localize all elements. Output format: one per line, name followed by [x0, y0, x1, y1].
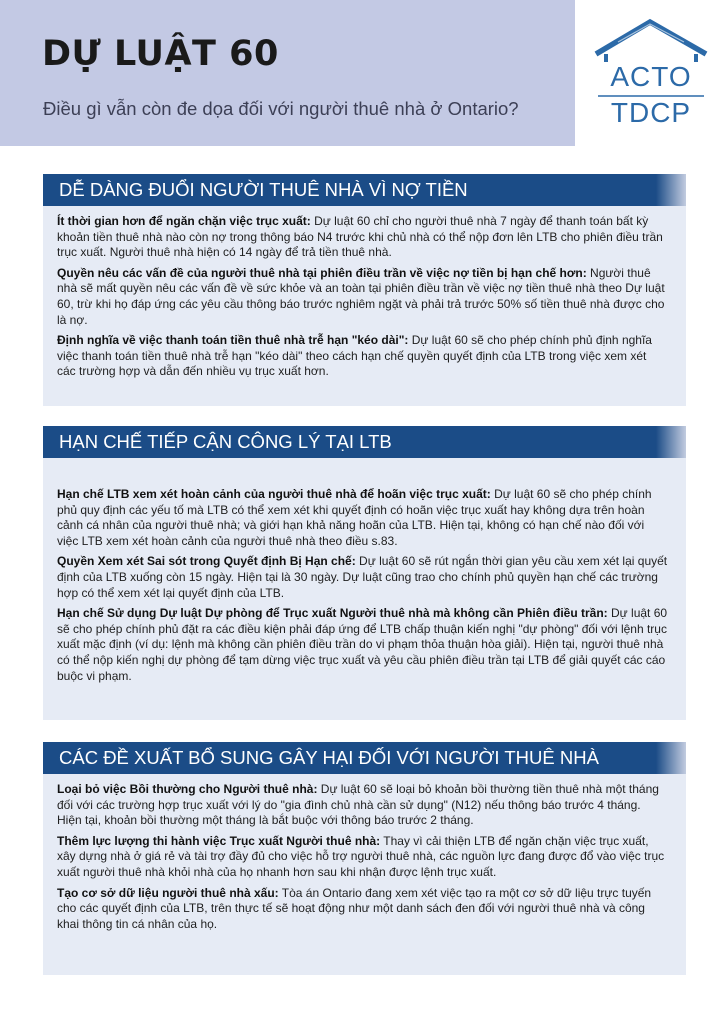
list-item — [57, 266, 668, 328]
item-label: Thêm lực lượng thi hành việc Trục xuất Người thuê nhà: — [57, 833, 381, 848]
item-text: Dự luật 60 sẽ rút ngắn thời gian yêu cầu xem xét lại quyết định của LTB xuống còn 15 ngày. Hiện tại là 30 ngày. Dự luật cũng trao cho chính phủ quyền hạn chế các trường hợp có thể xem xét lại quyết định của LTB. — [57, 554, 668, 600]
section-additional-proposals — [43, 742, 686, 975]
list-item — [57, 214, 668, 261]
list-item — [57, 886, 668, 933]
section-access-to-justice — [43, 426, 686, 720]
section-heading: HẠN CHẾ TIẾP CẬN CÔNG LÝ TẠI LTB — [43, 426, 686, 458]
list-item — [57, 782, 668, 829]
item-label: Loại bỏ việc Bồi thường cho Người thuê nhà: — [57, 782, 318, 796]
section-eviction-arrears — [43, 174, 686, 406]
item-text: Dự luật 60 sẽ cho phép chính phủ quy định các yếu tố mà LTB có thể xem xét khi quyết định có hoãn việc trục xuất hay không dựa trên hoàn cảnh cá nhân của người thuê nhà; và giới hạn khả năng hoãn của LTB. Hiện tại, không có hạn chế nào đối với việc LTB xem xét hoàn cảnh của người thuê nhà theo điều s.83. — [57, 487, 652, 548]
item-label: Hạn chế Sử dụng Dự luật Dự phòng để Trục xuất Người thuê nhà mà không cần Phiên điều trần: — [57, 606, 608, 621]
header-banner — [0, 0, 575, 146]
item-text: Dự luật 60 sẽ loại bỏ khoản bồi thường tiền thuê nhà một tháng đối với các trường hợp trục xuất với lý do "gia đình chủ nhà cần sử dụng" (N12) nếu thông báo trước 4 tháng. Hiện tại, khoản bồi thường một tháng là bắt buộc với thông báo trước 2 tháng. — [57, 782, 659, 828]
logo-line-acto: ACTO — [610, 61, 692, 92]
item-text: Dự luật 60 sẽ cho phép chính phủ định nghĩa việc thanh toán tiền thuê nhà trễ hạn "kéo dài" theo cách hạn chế quyền quyết định của LTB trong việc xem xét các trường hợp và dẫn đến nhiều vụ trục xuất hơn. — [57, 333, 652, 379]
house-roof-icon — [596, 22, 706, 62]
item-text: Dự luật 60 chỉ cho người thuê nhà 7 ngày để thanh toán bất kỳ khoản tiền thuê nhà nào còn nợ trong thông báo N4 trước khi chủ nhà có thể nộp đơn lên LTB cho phiên điều trần trục xuất. Người thuê nhà hiện có 14 ngày để trả tiền thuê nhà. — [57, 214, 663, 260]
list-item — [57, 834, 668, 881]
page-title: DỰ LUẬT 60 — [42, 34, 279, 74]
item-label: Tạo cơ sở dữ liệu người thuê nhà xấu: — [57, 885, 279, 900]
list-item — [57, 333, 668, 380]
list-item — [57, 554, 668, 601]
section-heading: DỄ DÀNG ĐUỔI NGƯỜI THUÊ NHÀ VÌ NỢ TIỀN — [43, 174, 686, 206]
logo-line-tdcp: TDCP — [610, 97, 692, 128]
acto-logo — [590, 16, 712, 138]
item-label: Định nghĩa về việc thanh toán tiền thuê nhà trễ hạn "kéo dài": — [57, 333, 409, 348]
item-label: Hạn chế LTB xem xét hoàn cảnh của người thuê nhà để hoãn việc trục xuất: — [57, 487, 491, 501]
item-text: Tòa án Ontario đang xem xét việc tạo ra một cơ sở dữ liệu trực tuyến cho các quyết định của LTB, trên thực tế sẽ hoạt động như một danh sách đen đối với người thuê nhà và công khai thông tin cá nhân của họ. — [57, 885, 652, 931]
item-text: Thay vì cải thiện LTB để ngăn chặn việc trục xuất, xây dựng nhà ở giá rẻ và tài trợ đầy đủ cho việc hỗ trợ người thuê nhà, các nguồn lực đang được đổ vào việc trục xuất người thuê nhà khỏi nhà của họ nhanh hơn sau khi nhận được lệnh trục xuất. — [57, 833, 665, 879]
item-text: Dự luật 60 sẽ cho phép chính phủ đặt ra các điều kiện phải đáp ứng để LTB chấp thuận kiến nghị "dự phòng" đối với lệnh trục xuất mặc định (ví dụ: lệnh mà không cần phiên điều trần do vi phạm thỏa thuận hòa giải). Hiện tại, người thuê nhà có thể nộp kiến nghị dự phòng để tạm dừng việc trục xuất và yêu cầu phiên điều trần tại LTB để giải quyết các cáo buộc vi phạm. — [57, 606, 668, 683]
list-item — [57, 606, 668, 684]
section-heading: CÁC ĐỀ XUẤT BỔ SUNG GÂY HẠI ĐỐI VỚI NGƯỜI THUÊ NHÀ — [43, 742, 686, 774]
item-label: Quyền Xem xét Sai sót trong Quyết định Bị Hạn chế: — [57, 554, 356, 569]
item-label: Ít thời gian hơn để ngăn chặn việc trục xuất: — [57, 214, 311, 228]
page-subtitle: Điều gì vẫn còn đe dọa đối với người thuê nhà ở Ontario? — [43, 98, 519, 119]
list-item — [57, 487, 668, 549]
item-text: Người thuê nhà sẽ mất quyền nêu các vấn đề về sức khỏe và an toàn tại phiên điều trần về việc nợ tiền thuê nhà theo Dự luật 60, trừ khi họ đáp ứng các yêu cầu thông báo trước nghiêm ngặt và phải trả trước 50% số tiền thuê nhà được cho là nợ. — [57, 265, 665, 327]
item-label: Quyền nêu các vấn đề của người thuê nhà tại phiên điều trần về việc nợ tiền bị hạn chế hơn: — [57, 265, 587, 280]
